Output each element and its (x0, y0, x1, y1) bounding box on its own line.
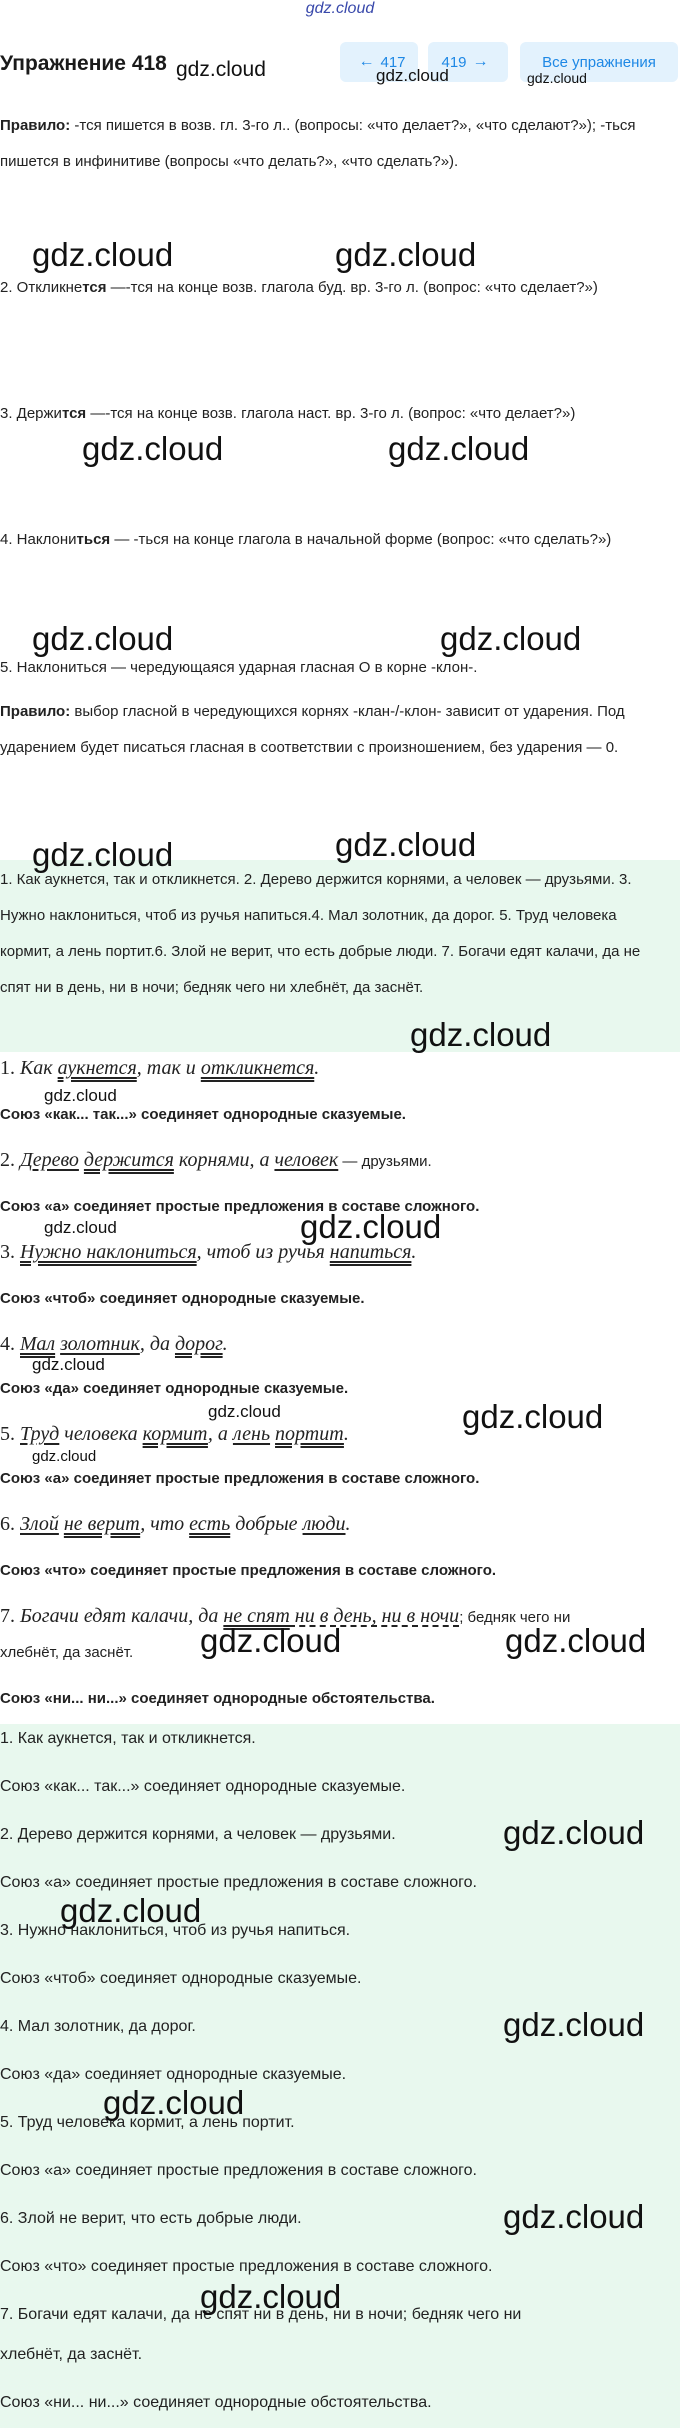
watermark: gdz.cloud (462, 1398, 604, 1435)
watermark: gdz.cloud (335, 236, 477, 273)
watermark: gdz.cloud (503, 1814, 645, 1851)
site-logo[interactable]: gdz.cloud (305, 0, 375, 17)
analysis-note-4: Союз «да» соединяет однородные сказуемые. (0, 1380, 349, 1397)
page-title: Упражнение 418 (0, 52, 167, 75)
rule-text: выбор гласной в чередующихся корнях -клан-/-клон- зависит от ударения. Под ударением будет писаться гласная в соответствии с произношением, без ударения — 0. (0, 703, 625, 756)
rule-ending: тся (82, 279, 107, 296)
watermark: gdz.cloud (32, 836, 174, 873)
analysis-sentence-5: 5. Труд человека кормит, а лень портит. (0, 1423, 349, 1445)
watermark: gdz.cloud (200, 1622, 342, 1659)
watermark: gdz.cloud (44, 1086, 117, 1105)
analysis-sentence-4: 4. Мал золотник, да дорог. (0, 1333, 228, 1355)
analysis-note-1: Союз «как... так...» соединяет однородные сказуемые. (0, 1106, 406, 1123)
watermark: gdz.cloud (300, 1208, 442, 1245)
analysis-note-6: Союз «что» соединяет простые предложения в составе сложного. (0, 1562, 497, 1579)
list-line: Союз «а» соединяет простые предложения в составе сложного. (0, 1874, 477, 1891)
list-line: 3. Нужно наклониться, чтоб из ручья напиться. (0, 1922, 351, 1939)
list-line: 1. Как аукнется, так и откликнется. (0, 1730, 256, 1747)
analysis-note-2: Союз «а» соединяет простые предложения в составе сложного. (0, 1198, 480, 1215)
answer-text: 1. Как аукнется, так и откликнется. 2. Дерево держится корнями, а человек — друзьями. 3. Нужно наклониться, чтоб из ручья напиться.4. Мал золотник, да дорог. 5. Труд человека кормит, а лень портит.6. Злой не верит, что есть добрые люди. 7. Богачи едят калачи, да не спят ни в день, ни в ночи; бедняк чего ни хлебнёт, да заснёт. (0, 871, 641, 996)
rule-text: 2. Откликне (0, 279, 83, 296)
list-line: 2. Дерево держится корнями, а человек — друзьями. (0, 1826, 396, 1843)
rule-label: Правило: (0, 703, 71, 720)
rule-paragraph (0, 396, 672, 432)
list-line: 6. Злой не верит, что есть добрые люди. (0, 2210, 302, 2227)
analysis-note-7: Союз «ни... ни...» соединяет однородные обстоятельства. (0, 1690, 435, 1707)
list-line: Союз «ни... ни...» соединяет однородные обстоятельства. (0, 2394, 432, 2411)
rule-paragraph (0, 270, 672, 306)
rule-text: -тся пишется в возв. гл. 3-го л.. (вопросы: «что делает?», «что сделают?»); -ться пишется в инфинитиве (вопросы «что делать?», «что сделать?»). (0, 117, 636, 170)
list-line: Союз «как... так...» соединяет однородные сказуемые. (0, 1778, 406, 1795)
rule-text: —-тся на конце возв. глагола наст. вр. 3-го л. (вопрос: «что делает?») (86, 405, 576, 422)
prev-exercise-label: 417 (380, 53, 406, 71)
rule-text: 3. Держи (0, 405, 62, 422)
rule-paragraph (0, 522, 672, 558)
watermark: gdz.cloud (503, 2006, 645, 2043)
watermark: gdz.cloud (410, 1016, 552, 1053)
list-line: Союз «а» соединяет простые предложения в составе сложного. (0, 2162, 477, 2179)
watermark: gdz.cloud (335, 826, 477, 863)
watermark: gdz.cloud (505, 1622, 647, 1659)
rule-label: Правило: (0, 117, 71, 134)
watermark: gdz.cloud (208, 1402, 281, 1421)
analysis-sentence-7: 7. Богачи едят калачи, да не спят ни в день, ни в ночи; бедняк чего ни (0, 1605, 571, 1627)
watermark: gdz.cloud (32, 1448, 97, 1465)
rule-text: — -ться на конце глагола в начальной форме (вопрос: «что сделать?») (110, 531, 612, 548)
watermark: gdz.cloud (527, 70, 587, 86)
analysis-sentence-3: 3. Нужно наклониться, чтоб из ручья напиться. (0, 1241, 417, 1263)
rule-text: 5. Наклониться — чередующаяся ударная гласная О в корне -клон-. (0, 659, 478, 676)
list-line: Союз «да» соединяет однородные сказуемые. (0, 2066, 347, 2083)
watermark: gdz.cloud (32, 1355, 105, 1374)
list-line: 7. Богачи едят калачи, да не спят ни в день, ни в ночи; бедняк чего ни (0, 2306, 522, 2323)
watermark: gdz.cloud (44, 1218, 117, 1237)
watermark: gdz.cloud (82, 430, 224, 467)
watermark: gdz.cloud (388, 430, 530, 467)
rule-paragraph (0, 108, 672, 180)
rule-ending: ться (76, 531, 111, 548)
watermark: gdz.cloud (176, 58, 266, 81)
arrow-right-icon: → (472, 53, 489, 70)
list-line: 4. Мал золотник, да дорог. (0, 2018, 196, 2035)
watermark: gdz.cloud (32, 236, 174, 273)
watermark: gdz.cloud (32, 620, 174, 657)
next-exercise-label: 419 (441, 53, 467, 71)
arrow-left-icon: ← (358, 53, 375, 70)
analysis-sentence-1: 1. Как аукнется, так и откликнется. (0, 1057, 320, 1079)
analysis-sentence-2: 2. Дерево держится корнями, а человек — друзьями. (0, 1149, 432, 1171)
analysis-sentence-6: 6. Злой не верит, что есть добрые люди. (0, 1513, 351, 1535)
list-line: Союз «что» соединяет простые предложения в составе сложного. (0, 2258, 493, 2275)
rule-text: —-тся на конце возв. глагола буд. вр. 3-го л. (вопрос: «что сделает?») (106, 279, 598, 296)
rule-ending: тся (61, 405, 87, 422)
watermark: gdz.cloud (503, 2198, 645, 2235)
watermark: gdz.cloud (60, 1892, 202, 1929)
analysis-note-5: Союз «а» соединяет простые предложения в составе сложного. (0, 1470, 480, 1487)
analysis-sentence-7-cont: хлебнёт, да заснёт. (0, 1644, 134, 1661)
rule-text: 4. Наклони (0, 531, 77, 548)
watermark: gdz.cloud (200, 2278, 342, 2315)
watermark: gdz.cloud (103, 2084, 245, 2121)
all-exercises-label: Все упражнения (542, 53, 656, 71)
rule-paragraph (0, 694, 672, 766)
watermark: gdz.cloud (376, 66, 449, 85)
list-line: 5. Труд человека кормит, а лень портит. (0, 2114, 295, 2131)
list-line: Союз «чтоб» соединяет однородные сказуемые. (0, 1970, 362, 1987)
watermark: gdz.cloud (440, 620, 582, 657)
analysis-note-3: Союз «чтоб» соединяет однородные сказуемые. (0, 1290, 365, 1307)
list-line: хлебнёт, да заснёт. (0, 2346, 143, 2363)
